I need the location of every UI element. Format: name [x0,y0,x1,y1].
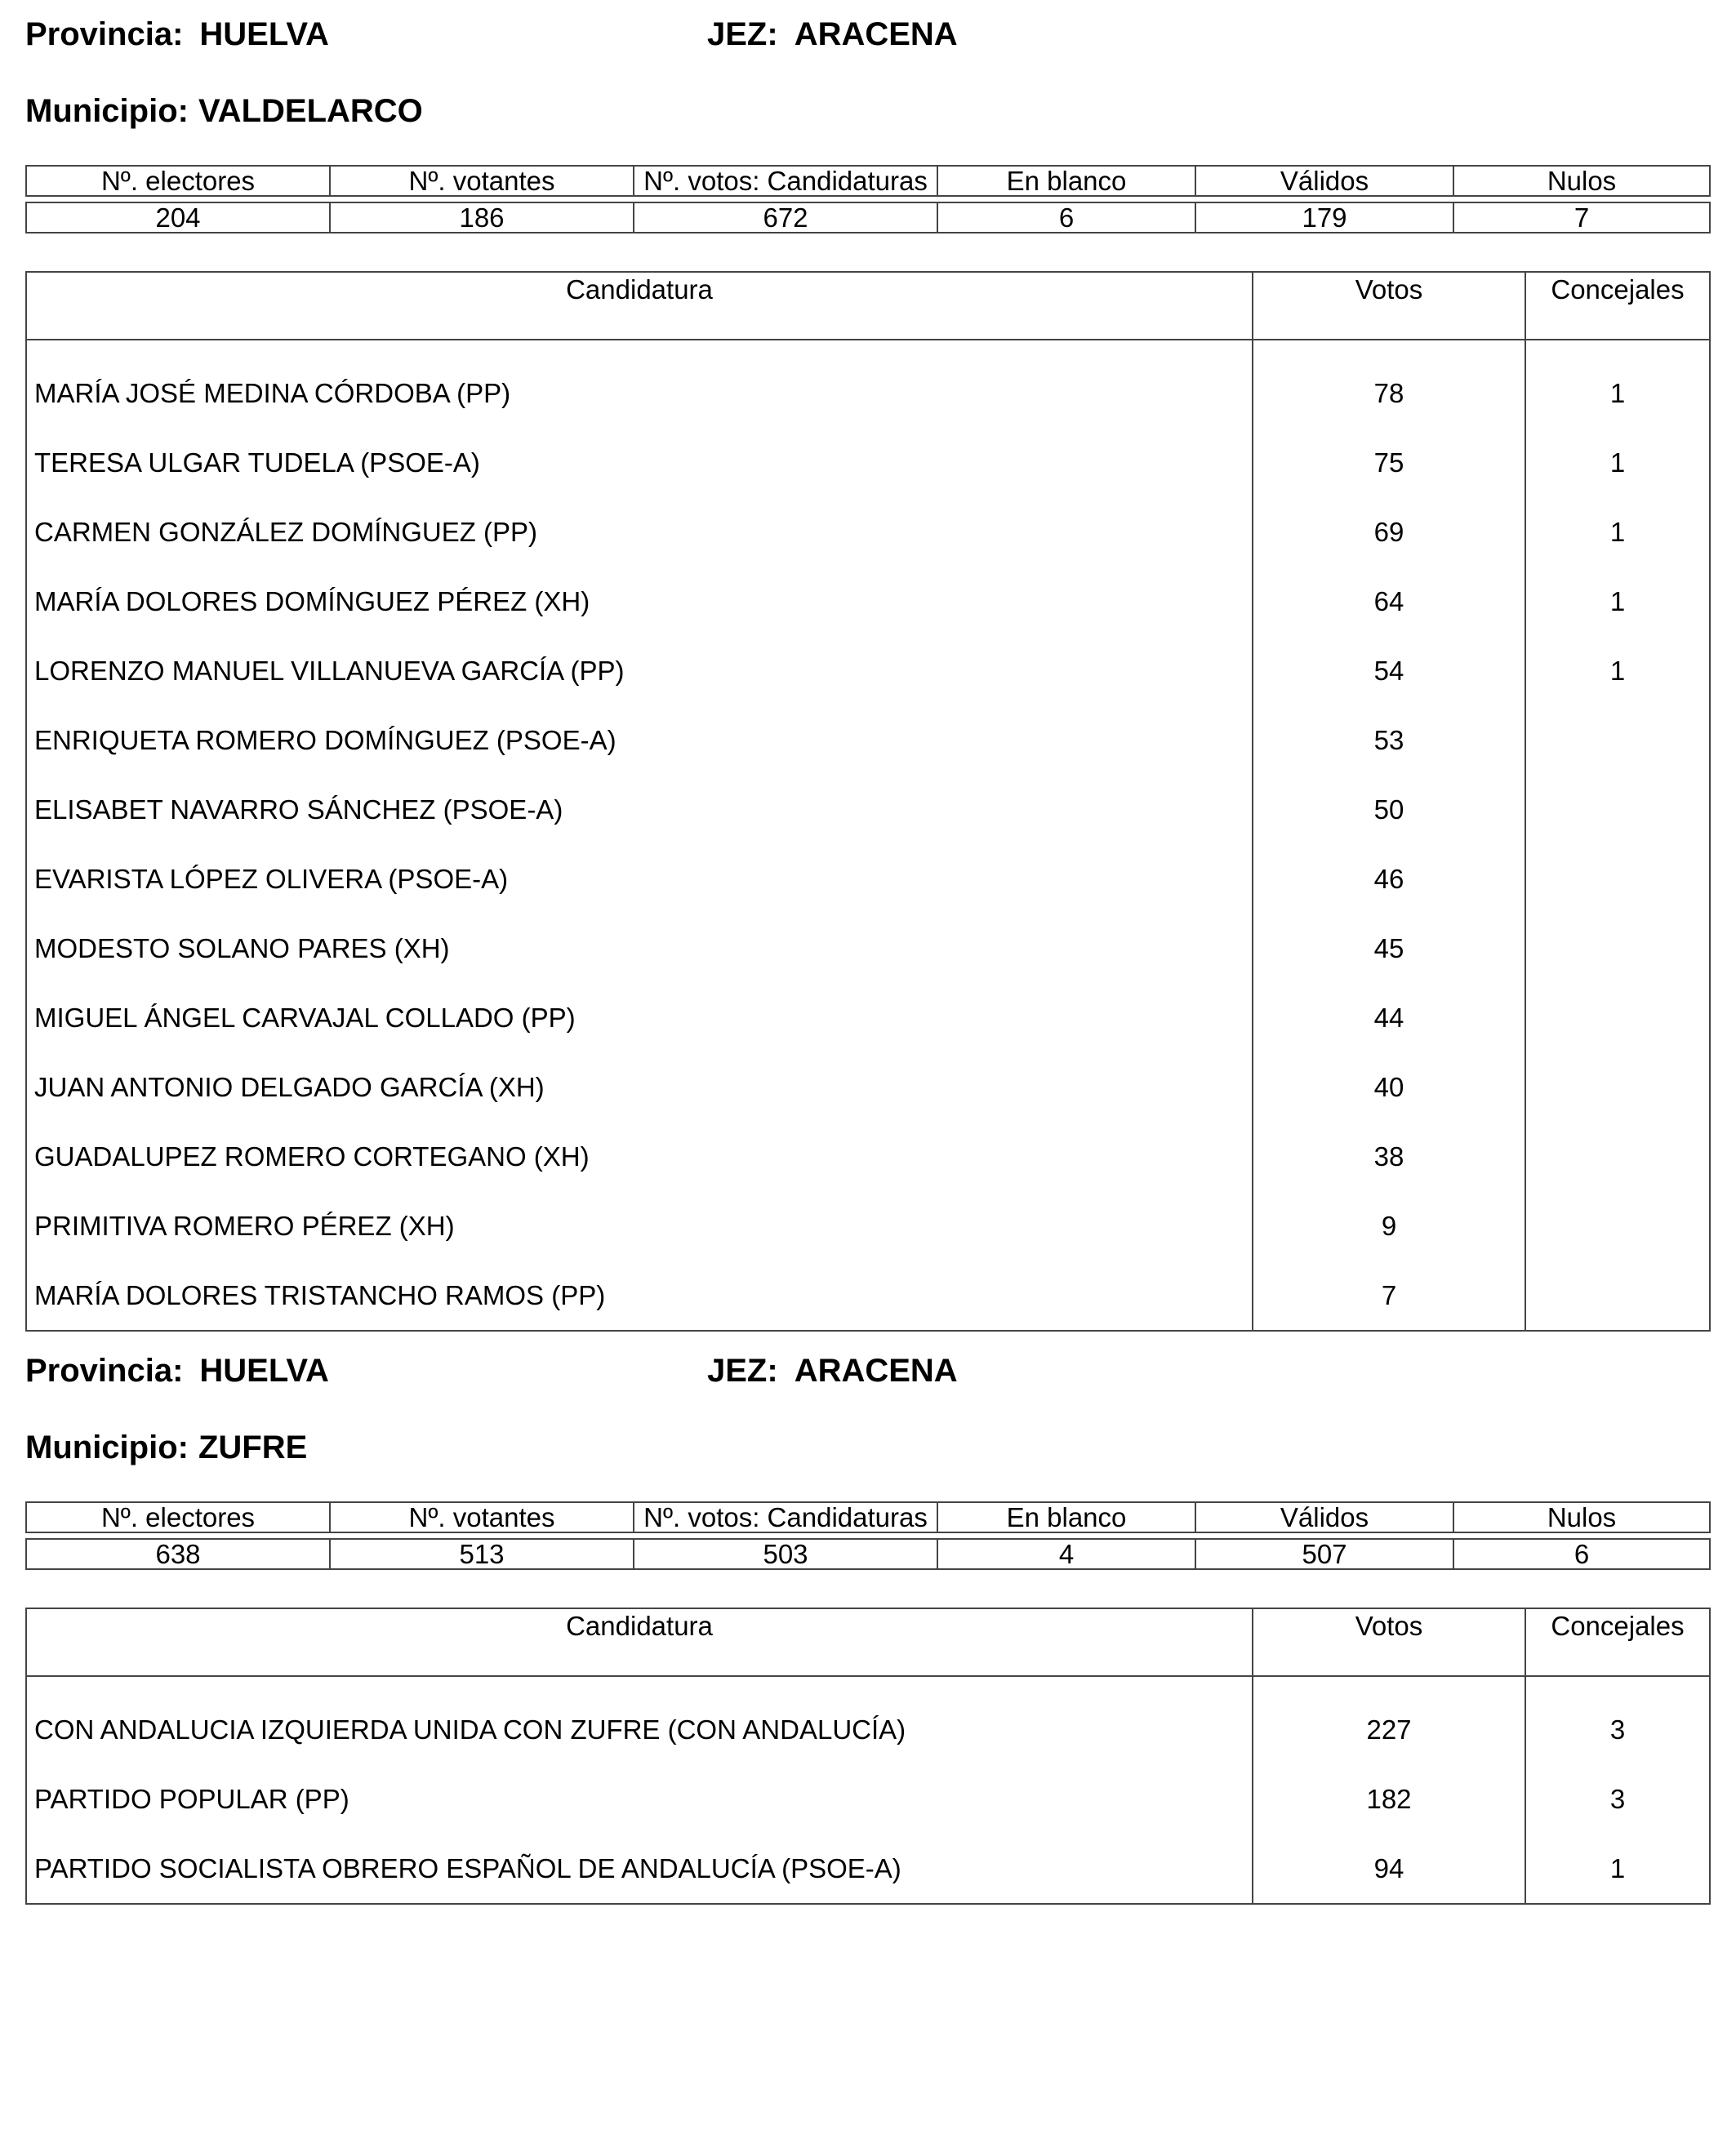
candidate-name: MARÍA JOSÉ MEDINA CÓRDOBA (PP) [26,358,1253,428]
summary-value-row [26,202,1710,233]
candidate-name: MARÍA DOLORES TRISTANCHO RAMOS (PP) [26,1261,1253,1331]
candidate-concejales: 3 [1525,1764,1710,1834]
candidate-concejales [1525,1191,1710,1261]
candidate-name: PARTIDO SOCIALISTA OBRERO ESPAÑOL DE ANDALUCÍA (PSOE-A) [26,1834,1253,1904]
summary-gap [26,1532,1710,1539]
candidate-concejales: 1 [1525,1834,1710,1904]
candidate-concejales: 1 [1525,636,1710,705]
municipio-value: ZUFRE [198,1430,308,1465]
spacer-cell [26,340,1253,358]
jez-label: JEZ: [707,16,778,52]
candidate-concejales [1525,705,1710,775]
summary-header-cell: Nº. votos: Candidaturas [634,166,937,196]
provincia-header [25,15,329,54]
candidate-row [26,914,1710,983]
concejales-header: Concejales [1525,1608,1710,1676]
candidates-table [25,271,1711,1332]
candidate-name: ELISABET NAVARRO SÁNCHEZ (PSOE-A) [26,775,1253,844]
candidate-row [26,636,1710,705]
candidate-name: TERESA ULGAR TUDELA (PSOE-A) [26,428,1253,497]
municipio-header [25,91,423,131]
summary-value-cell: 672 [634,202,937,233]
summary-header-row [26,1502,1710,1532]
municipio-value: VALDELARCO [198,93,423,129]
summary-header-cell: En blanco [937,1502,1195,1532]
candidate-concejales [1525,1122,1710,1191]
candidate-votes: 7 [1253,1261,1525,1331]
summary-header-cell: En blanco [937,166,1195,196]
candidate-votes: 227 [1253,1695,1525,1764]
summary-table [25,165,1711,233]
candidate-votes: 50 [1253,775,1525,844]
summary-value-cell: 513 [330,1539,634,1569]
jez-header [707,1351,958,1390]
spacer-cell [26,1676,1253,1695]
summary-value-row [26,1539,1710,1569]
candidates-header-row [26,272,1710,340]
candidate-row [26,358,1710,428]
summary-value-cell: 638 [26,1539,330,1569]
candidate-votes: 64 [1253,567,1525,636]
provincia-header [25,1351,329,1390]
candidate-row [26,1764,1710,1834]
candidate-concejales [1525,1052,1710,1122]
candidate-votes: 53 [1253,705,1525,775]
candidate-votes: 54 [1253,636,1525,705]
summary-header-row [26,166,1710,196]
summary-header-cell: Válidos [1195,1502,1453,1532]
candidate-concejales: 1 [1525,497,1710,567]
summary-header-cell: Válidos [1195,166,1453,196]
candidate-concejales: 3 [1525,1695,1710,1764]
summary-header-cell: Nº. votantes [330,166,634,196]
candidate-name: CARMEN GONZÁLEZ DOMÍNGUEZ (PP) [26,497,1253,567]
candidate-votes: 182 [1253,1764,1525,1834]
candidate-votes: 40 [1253,1052,1525,1122]
provincia-value: HUELVA [199,16,329,52]
jez-header [707,15,958,54]
candidate-concejales [1525,1261,1710,1331]
candidate-row [26,497,1710,567]
summary-header-cell: Nº. votantes [330,1502,634,1532]
candidate-row [26,775,1710,844]
candidate-name: PRIMITIVA ROMERO PÉREZ (XH) [26,1191,1253,1261]
candidate-concejales [1525,844,1710,914]
provincia-label: Provincia: [25,1353,184,1389]
concejales-header: Concejales [1525,272,1710,340]
municipio-label: Municipio: [25,1430,189,1465]
candidate-concejales: 1 [1525,428,1710,497]
candidate-name: MODESTO SOLANO PARES (XH) [26,914,1253,983]
candidate-votes: 75 [1253,428,1525,497]
candidate-name: EVARISTA LÓPEZ OLIVERA (PSOE-A) [26,844,1253,914]
summary-value-cell: 204 [26,202,330,233]
candidate-row [26,1695,1710,1764]
candidate-concejales [1525,775,1710,844]
candidatura-header: Candidatura [26,272,1253,340]
candidate-row [26,983,1710,1052]
summary-value-cell: 7 [1453,202,1710,233]
candidate-name: GUADALUPEZ ROMERO CORTEGANO (XH) [26,1122,1253,1191]
candidate-name: MARÍA DOLORES DOMÍNGUEZ PÉREZ (XH) [26,567,1253,636]
jez-label: JEZ: [707,1353,778,1389]
summary-table [25,1501,1711,1570]
candidate-name: MIGUEL ÁNGEL CARVAJAL COLLADO (PP) [26,983,1253,1052]
candidate-concejales: 1 [1525,358,1710,428]
candidate-name: JUAN ANTONIO DELGADO GARCÍA (XH) [26,1052,1253,1122]
candidate-votes: 94 [1253,1834,1525,1904]
spacer-cell [1525,1676,1710,1695]
municipio-header [25,1428,307,1467]
candidate-votes: 9 [1253,1191,1525,1261]
votos-header: Votos [1253,272,1525,340]
spacer-cell [1253,1676,1525,1695]
summary-value-cell: 503 [634,1539,937,1569]
summary-value-cell: 179 [1195,202,1453,233]
municipio-label: Municipio: [25,93,189,129]
summary-value-cell: 6 [1453,1539,1710,1569]
candidate-name: LORENZO MANUEL VILLANUEVA GARCÍA (PP) [26,636,1253,705]
spacer-cell [1525,340,1710,358]
candidate-concejales [1525,914,1710,983]
candidate-name: ENRIQUETA ROMERO DOMÍNGUEZ (PSOE-A) [26,705,1253,775]
candidate-concejales [1525,983,1710,1052]
candidate-votes: 45 [1253,914,1525,983]
candidate-row [26,705,1710,775]
candidate-row [26,428,1710,497]
summary-header-cell: Nº. electores [26,166,330,196]
candidates-header-row [26,1608,1710,1676]
candidate-row [26,567,1710,636]
candidate-row [26,844,1710,914]
votos-header: Votos [1253,1608,1525,1676]
candidate-votes: 44 [1253,983,1525,1052]
spacer-cell [1253,340,1525,358]
summary-header-cell: Nº. electores [26,1502,330,1532]
candidate-votes: 46 [1253,844,1525,914]
candidate-votes: 78 [1253,358,1525,428]
provincia-value: HUELVA [199,1353,329,1389]
jez-value: ARACENA [794,16,958,52]
candidatura-header: Candidatura [26,1608,1253,1676]
summary-header-cell: Nº. votos: Candidaturas [634,1502,937,1532]
provincia-label: Provincia: [25,16,184,52]
candidate-row [26,1834,1710,1904]
summary-gap [26,196,1710,202]
candidate-row [26,1052,1710,1122]
candidate-concejales: 1 [1525,567,1710,636]
candidate-row [26,1122,1710,1191]
candidate-votes: 38 [1253,1122,1525,1191]
summary-value-cell: 4 [937,1539,1195,1569]
summary-value-cell: 6 [937,202,1195,233]
summary-value-cell: 186 [330,202,634,233]
jez-value: ARACENA [794,1353,958,1389]
summary-value-cell: 507 [1195,1539,1453,1569]
summary-header-cell: Nulos [1453,1502,1710,1532]
candidate-name: CON ANDALUCIA IZQUIERDA UNIDA CON ZUFRE (CON ANDALUCÍA) [26,1695,1253,1764]
candidate-row [26,1191,1710,1261]
summary-header-cell: Nulos [1453,166,1710,196]
candidate-votes: 69 [1253,497,1525,567]
candidate-name: PARTIDO POPULAR (PP) [26,1764,1253,1834]
candidates-table [25,1608,1711,1905]
candidate-row [26,1261,1710,1331]
